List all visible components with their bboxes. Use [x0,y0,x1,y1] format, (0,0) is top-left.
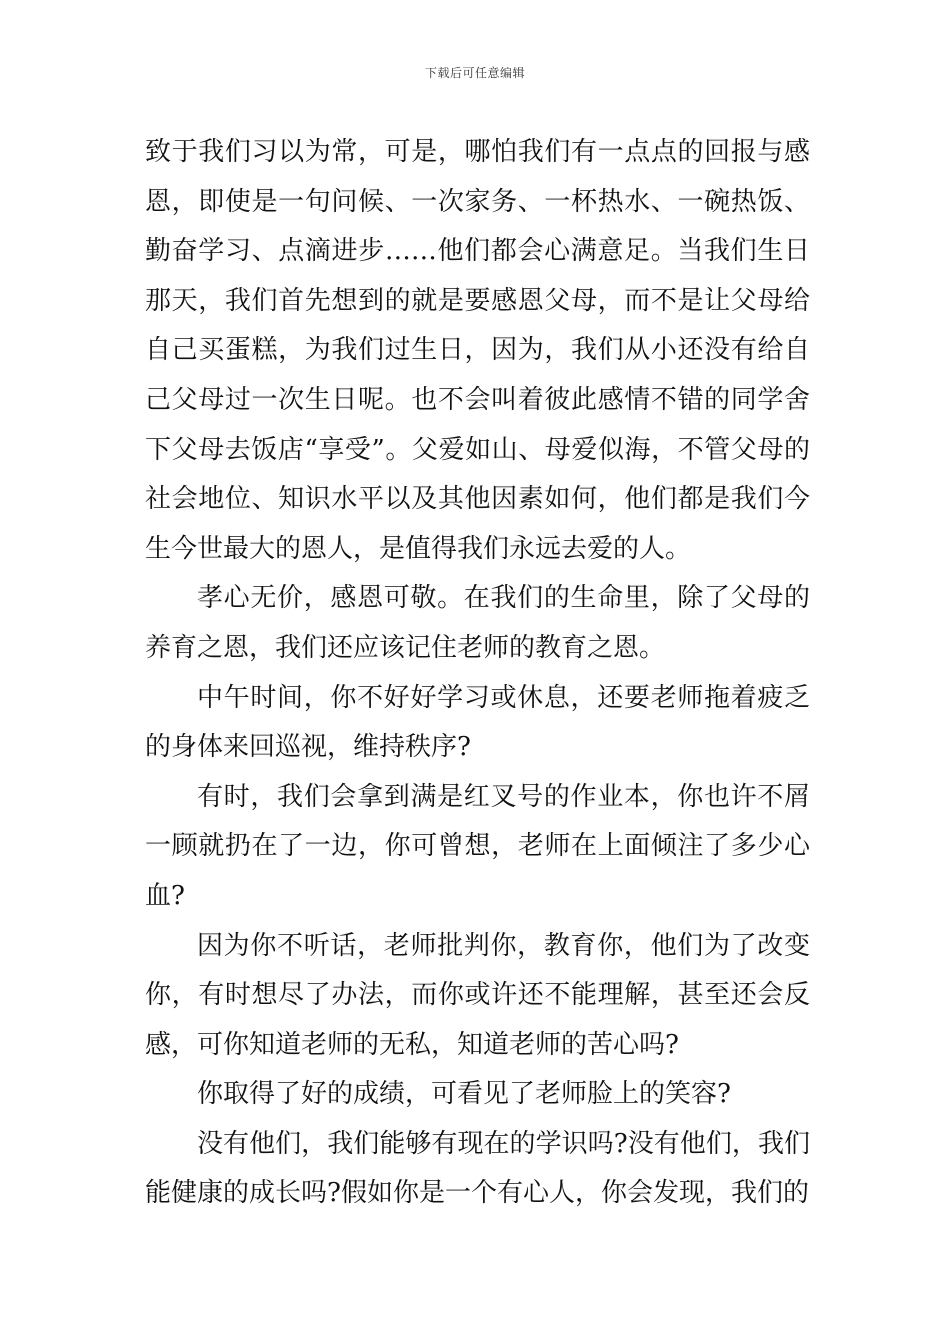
paragraph-4: 有时，我们会拿到满是红叉号的作业本，你也许不屑一顾就扔在了一边，你可曾想，老师在上面倾注了多少心血? [145,781,810,911]
paragraph-3: 中午时间，你不好好学习或休息，还要老师拖着疲乏的身体来回巡视，维持秩序? [145,682,810,763]
document-body [145,128,810,1219]
paragraph-2: 孝心无价，感恩可敬。在我们的生命里，除了父母的养育之恩，我们还应该记住老师的教育之恩。 [145,583,810,663]
paragraph-1: 致于我们习以为常，可是，哪怕我们有一点点的回报与感恩，即使是一句问候、一次家务、一杯热水、一碗热饭、勤奋学习、点滴进步……他们都会心满意足。当我们生日那天，我们首先想到的就是要感恩父母，而不是让父母给自己买蛋糕，为我们过生日，因为，我们从小还没有给自己父母过一次生日呢。也不会叫着彼此感情不错的同学舍下父母去饭店“享受”。父爱如山、母爱似海，不管父母的社会地位、知识水平以及其他因素如何，他们都是我们今生今世最大的恩人，是值得我们永远去爱的人。 [145,137,810,564]
paragraph-5: 因为你不听话，老师批判你，教育你，他们为了改变你，有时想尽了办法，而你或许还不能理解，甚至还会反感，可你知道老师的无私，知道老师的苦心吗? [145,930,810,1060]
paragraph-6: 你取得了好的成绩，可看见了老师脸上的笑容? [197,1079,731,1110]
page-header-note: 下载后可任意编辑 [424,66,525,80]
paragraph-7: 没有他们，我们能够有现在的学识吗?没有他们，我们能健康的成长吗?假如你是一个有心人，你会发现，我们的 [145,1128,810,1209]
